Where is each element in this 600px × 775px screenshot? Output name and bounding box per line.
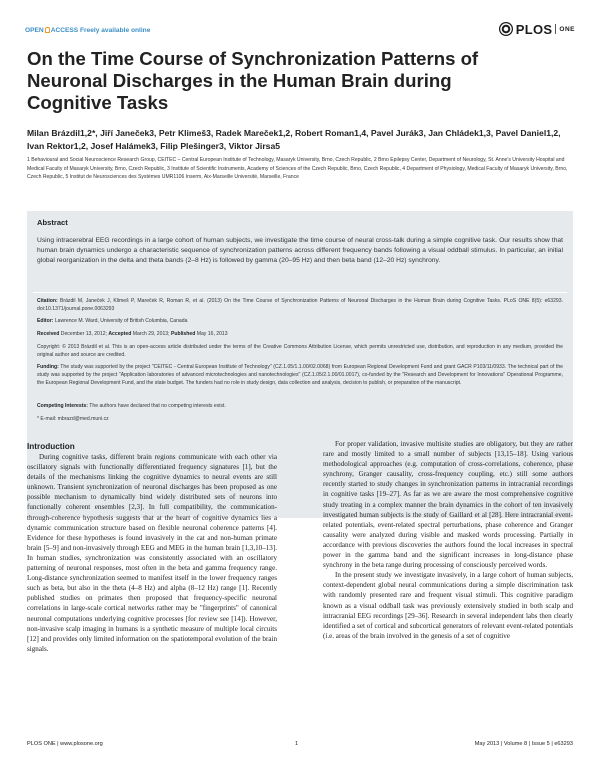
citation xyxy=(37,298,563,314)
citation-label: Citation: xyxy=(37,298,58,304)
introduction-heading: Introduction xyxy=(27,442,75,451)
published-date: May 16, 2013 xyxy=(196,331,228,337)
left-column xyxy=(27,452,277,654)
open-lock-icon xyxy=(45,27,50,33)
open-access-prefix: OPEN xyxy=(25,27,44,34)
page-number: 1 xyxy=(295,741,299,747)
published-label: Published xyxy=(170,331,196,337)
funding xyxy=(37,364,563,387)
plos-one-logo xyxy=(499,21,575,37)
logo-divider xyxy=(555,24,556,34)
abstract-divider xyxy=(33,292,567,293)
abstract-text: Using intracerebral EEG recordings in a large cohort of human subjects, we investigate the time course of neural cross-talk during a simple cognitive task. Our results show that human brain dynamics undergo a characteristic sequence of synchronization patterns across different frequency bands following a visual oddball stimulus. In particular, an initial global reorganization in the delta and theta bands (2–8 Hz) is followed by gamma (20–95 Hz) and then beta band (12–20 Hz) synchrony. xyxy=(37,237,563,264)
journal-header xyxy=(25,21,575,39)
dates xyxy=(37,331,563,339)
article-title: On the Time Course of Synchronization Patterns of Neuronal Discharges in the Human Brain during Cognitive Tasks xyxy=(27,48,479,113)
body-paragraph: For proper validation, invasive multisite studies are obligatory, but they are rather rare and mostly limited to a small number of subjects [13,15–18]. Using various methodological approaches (e.g. computation of cross-correlations, coherence, phase synchrony, Granger causality, cross-frequency coupling, etc.) still some authors recently started to study changes in synchronization patterns in intracranial recordings in cognitive tasks [19–27]. As far as we are aware the most comprehensive cognitive study treating in a complex manner the brain dynamics in the cohort of ten invasively investigated human subjects is the study of Gaillard et al [28]. Here intracranial event-related potentials, event-related spectral perturbations, phase coherence and Granger causality were analyzed during visible and masked words processing. Partially in accordance with previous discoveries the authors found the local increases in spectral power in the gamma band and the significant increases in long-distance phase synchrony in the beta range during processing of consciously perceived words. xyxy=(323,440,573,570)
competing-text: The authors have declared that no competing interests exist. xyxy=(89,403,226,409)
copyright: Copyright: © 2013 Brázdil et al. This is an open-access article distributed under the terms of the Creative Commons Attribution License, which permits unrestricted use, distribution, and reproduction in any medium, provided the original author and source are credited. xyxy=(37,344,563,358)
open-access-label: ACCESS Freely available online xyxy=(50,27,151,34)
right-column xyxy=(323,439,573,641)
received-label: Received xyxy=(37,331,60,337)
plos-logo-icon xyxy=(499,22,513,36)
page-footer xyxy=(27,741,573,751)
abstract-heading: Abstract xyxy=(37,218,68,227)
open-access-badge xyxy=(25,27,150,34)
footer-issue: May 2013 | Volume 8 | Issue 5 | e63293 xyxy=(474,741,573,747)
competing-label: Competing Interests: xyxy=(37,403,88,409)
body-paragraph: During cognitive tasks, different brain regions communicate with each other via oscillatory signals with functionally differentiated frequency signatures [1], but the details of the mechanisms linking the cognitive dynamics to neural events are still unknown. Transient synchronization of neuronal discharges has been proposed as one possible mechanism to dynamically bind widely distributed sets of neurons into functionally coherent ensembles [2,3]. In full compatibility, the communication-through-coherence hypothesis suggests that at the heart of cognitive dynamics lies a dynamic communication structure based on flexible neuronal coherence patterns [4]. Evidence for these hypotheses is found invasively in the cat and non-human primate brain [5–9] and non-invasively through EEG and MEG in the human brain [1,3,10–13]. In human studies, synchronization was consistently associated with an oscillatory patterning of neuronal responses, most often in the beta and gamma frequency range. Long-distance synchronization seemed to manifest itself in the lower frequency ranges such as beta, but also in the theta (4–8 Hz) and alpha (8–12 Hz) range [1]. Recently published studies on primates then proposed that frequency-specific neuronal correlations in large-scale cortical networks rather may be "fingerprints" of canonical neuronal computations underlying cognitive processes [for review see [14]). However, non-invasive scalp imaging in humans is a synthetic measure of multiple local circuits [12] and provides only limited information on the spatiotemporal evolution of the brain signals. xyxy=(27,453,277,653)
journal-name: ONE xyxy=(559,25,575,33)
funding-label: Funding: xyxy=(37,364,59,370)
corresponding-email: * E-mail: mbrazd@med.muni.cz xyxy=(37,416,109,422)
accepted-label: Accepted xyxy=(108,331,132,337)
funding-text: The study was supported by the project "CEITEC - Central European Institute of Technology" (CZ.1.05/1.1.00/02.0068) from European Regional Development Fund and grant GACR P103/11/0933. The technical part of the study was supported by the project "Application laboratories of advanced microtechnologies and nanotechnologies" (CZ.1.05/2.1.00/01.0017), co-funded by the "Research and Development for Innovations" Operational Programme, the European Regional Development Fund, and the state budget. The funders had no role in study design, data collection and analysis, decision to publish, or preparation of the manuscript. xyxy=(37,364,564,386)
author-list: Milan Brázdil1,2*, Jiří Janeček3, Petr Klimeš3, Radek Mareček1,2, Robert Roman1,4, Pavel Jurák3, Jan Chládek1,3, Pavel Daniel1,2, Ivan Rektor1,2, Josef Halámek3, Filip Plešinger3, Viktor Jirsa5 xyxy=(27,128,561,151)
plos-logo-text: PLOS xyxy=(515,21,553,37)
citation-text: Brázdil M, Janeček J, Klimeš P, Mareček R, Roman R, et al. (2013) On the Time Course of Synchronization Patterns of Neuronal Discharges in the Human Brain during Cognitive Tasks. PLoS ONE 8(5): e63293. doi:10.1371/journal.pone.0063293 xyxy=(37,298,563,312)
accepted-date: March 29, 2013; xyxy=(132,331,170,337)
editor-label: Editor: xyxy=(37,318,54,324)
competing-interests xyxy=(37,403,563,411)
body-paragraph: In the present study we investigate invasively, in a large cohort of human subjects, context-dependent global neural communications during a simple discrimination task with randomly presented rare and frequent visual stimuli. This cognitive paradigm known as a visual oddball task was previously extensively studied in both scalp and intracranial EEG recordings [29–36]. Research in several independent labs then clearly identified a set of cortical and subcortical generators of relevant event-related potentials (i.e. areas of the brain involved in the genesis of a set of cognitive xyxy=(323,571,573,640)
received-date: December 13, 2012; xyxy=(60,331,107,337)
affiliations: 1 Behavioural and Social Neuroscience Research Group, CEITEC – Central European Institute of Technology, Masaryk University, Brno, Czech Republic, 2 Brno Epilepsy Center, Department of Neurology, St. Anne's University Hospital and Medical Faculty of Masaryk University, Brno, Czech Republic, 3 Institute of Scientific Instruments, Academy of Sciences of the Czech Republic, Brno, Czech Republic, 4 Department of Physiology, Medical Faculty of Masaryk University, Brno, Czech Republic, 5 Institut de Neurosciences des Systèmes UMR1106 Inserm, Aix-Marseille Université, Marseille, France xyxy=(27,157,568,181)
footer-journal: PLOS ONE | www.plosone.org xyxy=(27,741,103,747)
editor xyxy=(37,318,563,326)
editor-text: Lawrence M. Ward, University of British Columbia, Canada xyxy=(54,318,188,324)
